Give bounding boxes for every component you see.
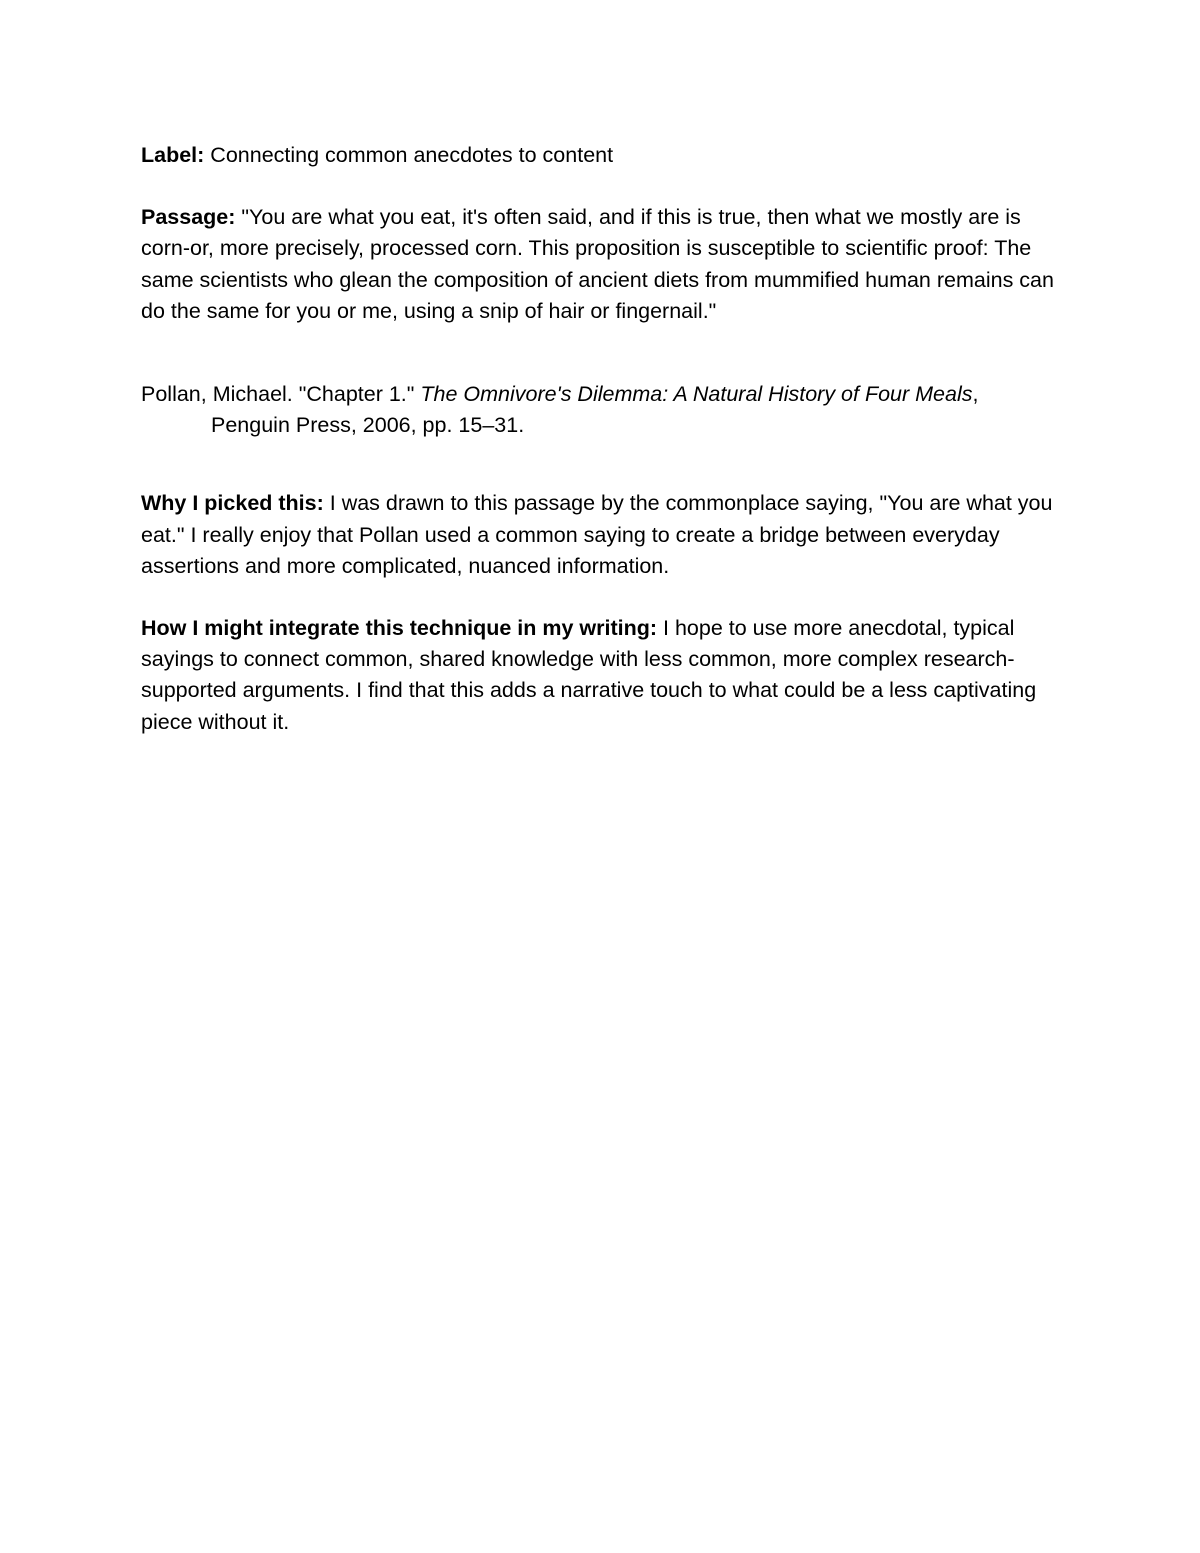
citation-comma: , [972, 382, 979, 407]
citation-line-1 [141, 379, 1066, 410]
passage-heading: Passage: [141, 205, 236, 230]
citation-prefix: Pollan, Michael. "Chapter 1." [141, 382, 421, 407]
label-text: Connecting common anecdotes to content [204, 143, 614, 167]
why-text: I was drawn to this passage by the commonplace saying, "You are what you eat." I really enjoy that Pollan used a common saying to create a bridge between everyday assertions and more complicated, nuanced information. [141, 491, 1053, 578]
why-heading: Why I picked this: [141, 491, 324, 516]
how-text: I hope to use more anecdotal, typical sayings to connect common, shared knowledge with less common, more complex research-supported arguments. I find that this adds a narrative touch to what could be a less captivating piece without it. [141, 616, 1037, 734]
document-page [141, 140, 1066, 738]
passage-text: "You are what you eat, it's often said, and if this is true, then what we mostly are is corn-or, more precisely, processed corn. This proposition is susceptible to scientific proof: The same scientists who glean the composition of ancient diets from mummified human remains can do the same for you or me, using a snip of hair or fingernail." [141, 205, 1054, 323]
why-paragraph [141, 488, 1066, 582]
citation [141, 379, 1066, 441]
how-paragraph [141, 613, 1066, 738]
citation-line-2: Penguin Press, 2006, pp. 15–31. [211, 413, 525, 438]
label-paragraph [141, 140, 1066, 171]
passage-paragraph [141, 202, 1066, 327]
label-heading: Label: [141, 143, 205, 167]
how-heading: How I might integrate this technique in my writing: [141, 616, 658, 641]
citation-title: The Omnivore's Dilemma: A Natural History of Four Meals [420, 382, 973, 407]
